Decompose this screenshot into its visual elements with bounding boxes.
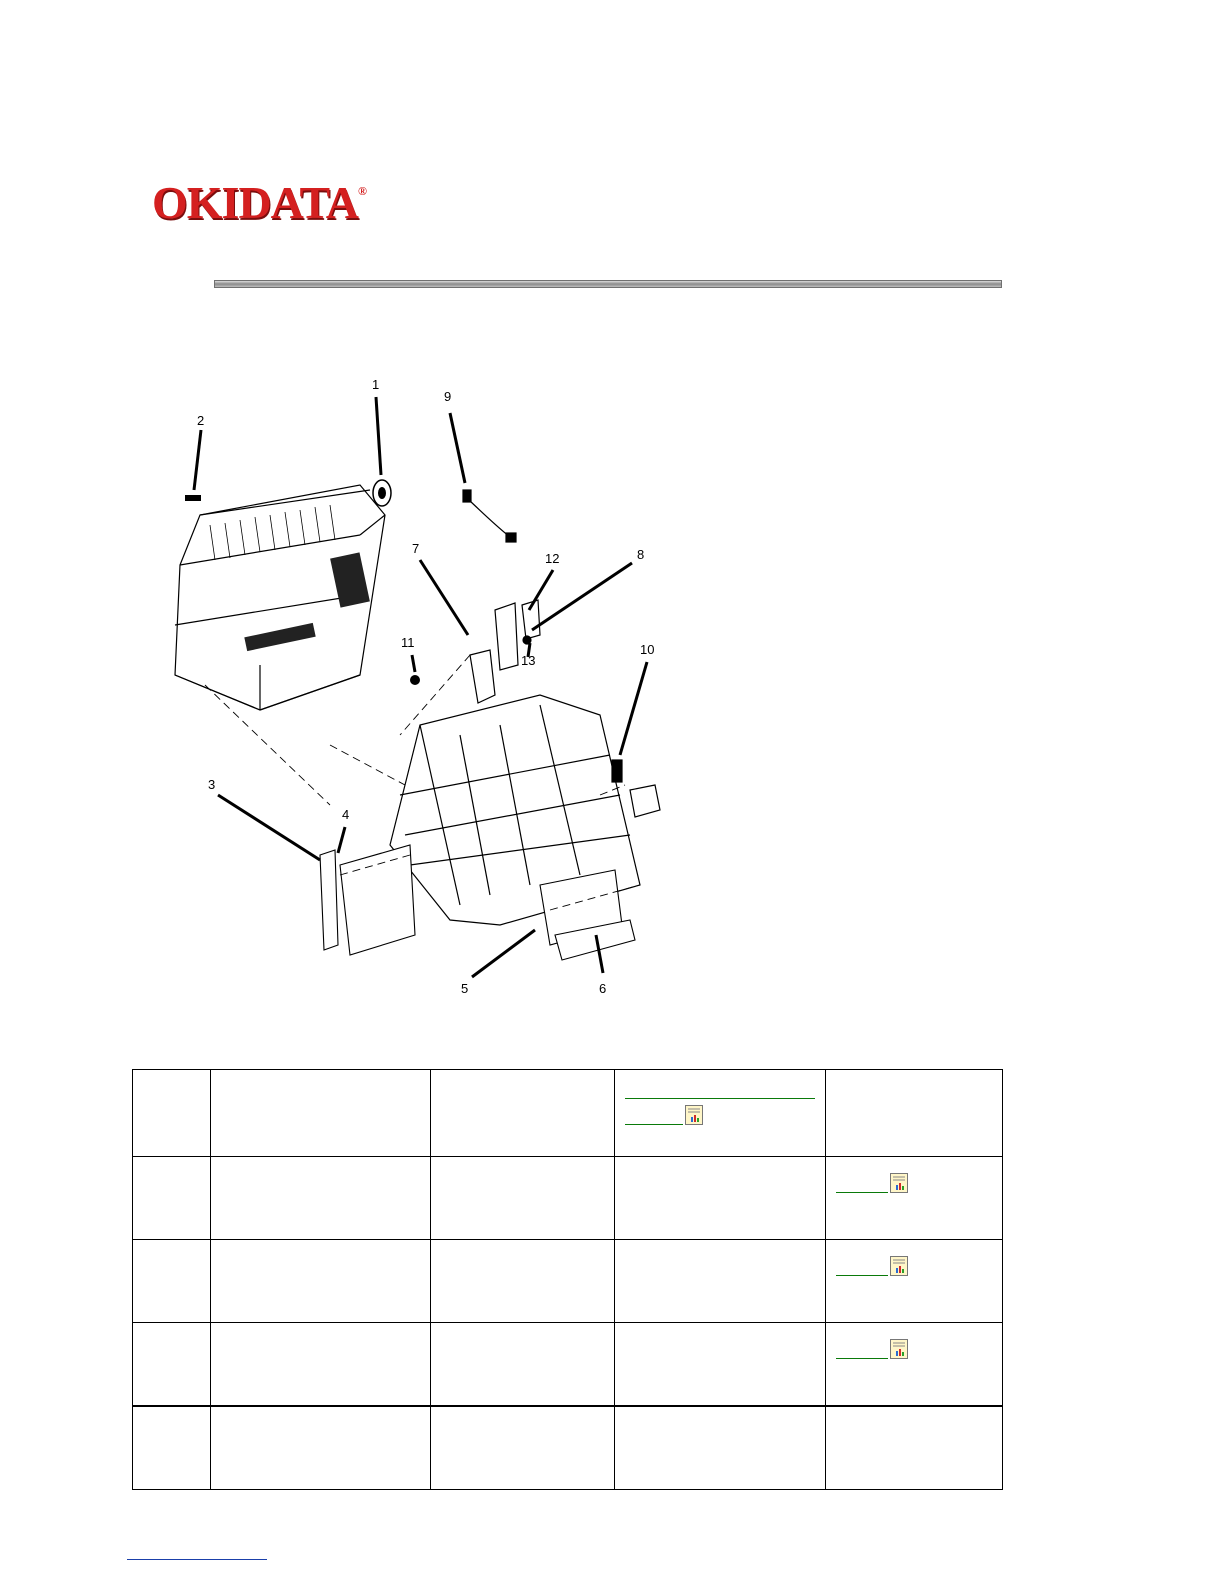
table-cell <box>615 1323 826 1407</box>
table-cell <box>133 1240 211 1323</box>
row-link[interactable] <box>836 1256 908 1276</box>
table-header-row <box>133 1070 1003 1157</box>
table-row <box>133 1323 1003 1407</box>
link-underline <box>836 1178 888 1193</box>
table-cell <box>211 1323 431 1407</box>
table-cell <box>826 1157 1003 1240</box>
table-cell <box>826 1070 1003 1157</box>
callout-9: 9 <box>444 389 452 404</box>
okidata-logo <box>152 176 366 229</box>
table-cell <box>431 1240 615 1323</box>
small-clip-part <box>185 495 201 501</box>
callout-2: 2 <box>197 413 205 428</box>
callout-12: 12 <box>545 551 560 566</box>
small-gear-part <box>410 675 420 685</box>
document-chart-icon <box>890 1256 908 1276</box>
table-cell <box>133 1070 211 1157</box>
table-row <box>133 1240 1003 1323</box>
document-chart-icon <box>685 1105 703 1125</box>
callout-8: 8 <box>637 547 645 562</box>
logo-text: OKIDATA <box>152 177 358 228</box>
link-underline <box>625 1110 683 1125</box>
table-cell <box>133 1323 211 1407</box>
table-cell <box>431 1406 615 1490</box>
exploded-parts-diagram <box>160 365 680 1005</box>
table-row <box>133 1157 1003 1240</box>
table-cell <box>211 1406 431 1490</box>
table-cell <box>615 1406 826 1490</box>
callout-3: 3 <box>208 777 216 792</box>
table-cell <box>615 1070 826 1157</box>
callout-5: 5 <box>461 981 469 996</box>
callout-11: 11 <box>401 635 415 650</box>
document-chart-icon <box>890 1339 908 1359</box>
table-cell <box>826 1406 1003 1490</box>
table-cell <box>133 1406 211 1490</box>
footer-link[interactable] <box>127 1553 267 1560</box>
table-row <box>133 1406 1003 1490</box>
table-cell <box>431 1070 615 1157</box>
left-side-plates <box>320 845 415 955</box>
callout-13: 13 <box>521 653 536 668</box>
document-chart-icon <box>890 1173 908 1193</box>
callout-7: 7 <box>412 541 420 556</box>
header-link-with-icon[interactable] <box>625 1105 703 1125</box>
table-cell <box>615 1240 826 1323</box>
parts-table <box>132 1069 1003 1490</box>
link-underline <box>836 1261 888 1276</box>
row-link[interactable] <box>836 1173 908 1193</box>
link-underline <box>836 1344 888 1359</box>
row-link[interactable] <box>836 1339 908 1359</box>
table-cell <box>133 1157 211 1240</box>
power-cable <box>463 490 516 542</box>
table-cell <box>431 1323 615 1407</box>
header-divider <box>214 280 1002 288</box>
table-cell <box>826 1323 1003 1407</box>
callout-1: 1 <box>372 377 380 392</box>
callout-10: 10 <box>640 642 655 657</box>
table-cell <box>826 1240 1003 1323</box>
table-cell <box>615 1157 826 1240</box>
platen-knob <box>373 480 391 506</box>
table-cell <box>211 1157 431 1240</box>
callout-6: 6 <box>599 981 607 996</box>
table-cell <box>211 1240 431 1323</box>
table-cell <box>211 1070 431 1157</box>
header-link[interactable] <box>625 1080 815 1099</box>
table-cell <box>431 1157 615 1240</box>
registered-mark: ® <box>357 184 366 198</box>
callout-4: 4 <box>342 807 350 822</box>
